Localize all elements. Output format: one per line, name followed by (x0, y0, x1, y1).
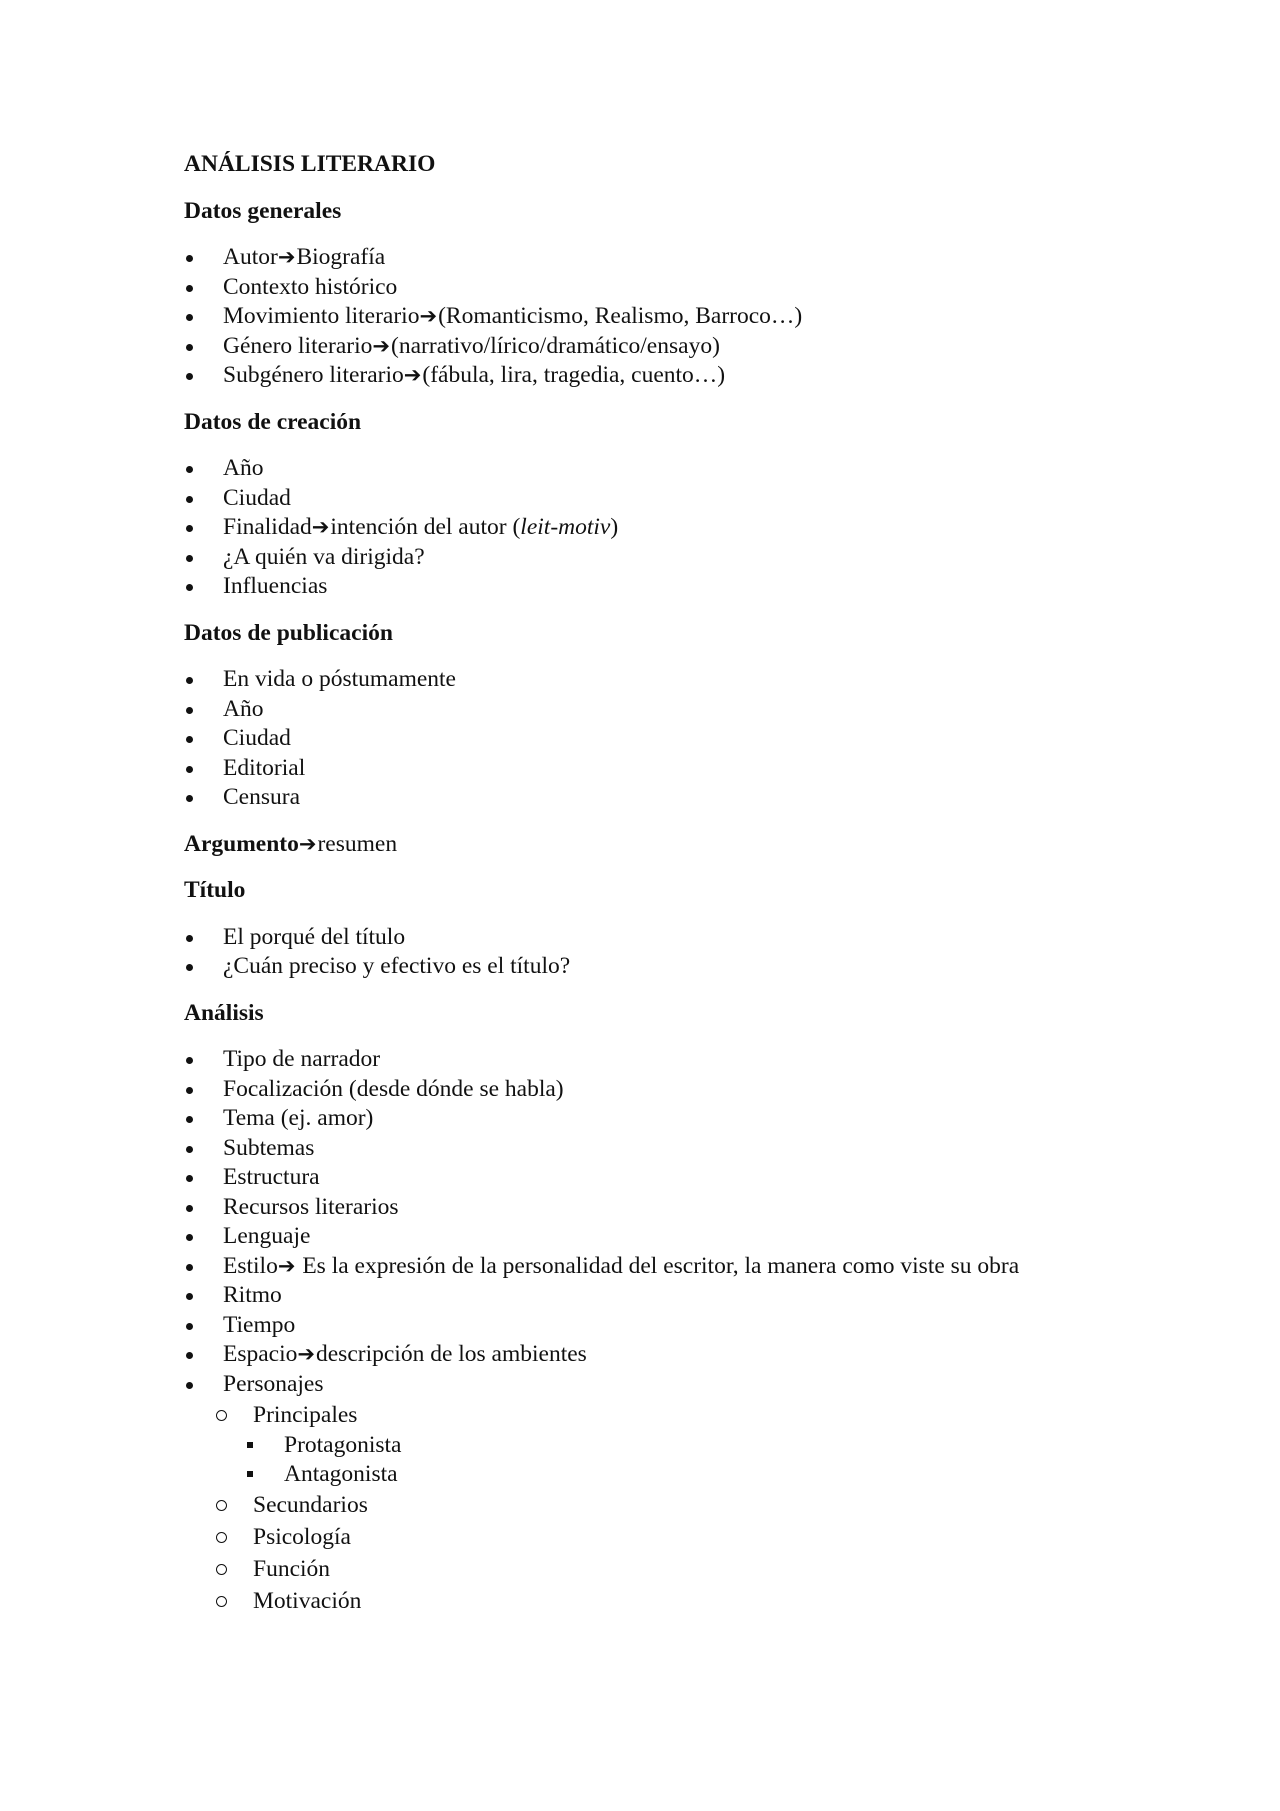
list-datos-publicacion (184, 665, 1194, 813)
list-item: Estilo➔ Es la expresión de la personalidad del escritor, la manera como viste su obra (223, 1252, 1020, 1279)
list-item: Función (253, 1556, 331, 1582)
list-item: Influencias (223, 573, 328, 599)
list-item: Autor➔Biografía (223, 244, 386, 270)
heading-titulo: Título (184, 877, 246, 903)
list-item: Secundarios (253, 1492, 368, 1518)
arrow-right-icon: ➔ (311, 515, 330, 539)
list-item: Tema (ej. amor) (223, 1105, 374, 1131)
list-item: Ciudad (223, 725, 291, 751)
arrow-right-icon: ➔ (372, 333, 391, 358)
list-item: Subgénero literario➔(fábula, lira, tragedia, cuento…) (223, 362, 726, 388)
heading-analisis: Análisis (184, 999, 264, 1026)
list-personajes-others (184, 1489, 1194, 1617)
list-principales (184, 1431, 1194, 1489)
list-datos-creacion (184, 454, 1194, 602)
list-item: Estructura (223, 1164, 320, 1190)
list-item: Motivación (253, 1588, 362, 1614)
arrow-right-icon: ➔ (277, 245, 296, 269)
list-item: Lenguaje (223, 1223, 311, 1249)
list-item: Movimiento literario➔(Romanticismo, Realismo, Barroco…) (223, 303, 803, 329)
list-item: Editorial (223, 754, 306, 781)
list-item: El porqué del título (223, 923, 406, 950)
list-item: Ritmo (223, 1282, 282, 1308)
arrow-right-icon: ➔ (297, 1342, 315, 1366)
list-item: Ciudad (223, 484, 291, 511)
list-item: ¿Cuán preciso y efectivo es el título? (223, 953, 571, 979)
list-item: Subtemas (223, 1134, 315, 1161)
list-item: Personajes (223, 1370, 324, 1397)
arrow-right-icon: ➔ (419, 304, 438, 328)
list-item: Género literario➔(narrativo/lírico/dramático/ensayo) (223, 332, 720, 359)
list-item: Tiempo (223, 1311, 296, 1338)
heading-datos-generales: Datos generales (184, 197, 342, 224)
list-item: Recursos literarios (223, 1193, 399, 1220)
list-item: En vida o póstumamente (223, 666, 456, 692)
list-item: Antagonista (284, 1461, 398, 1487)
list-item: Focalización (desde dónde se habla) (223, 1075, 564, 1102)
document-content (184, 150, 1194, 1617)
list-item: ¿A quién va dirigida? (223, 543, 425, 570)
list-item: Espacio➔descripción de los ambientes (223, 1341, 587, 1367)
list-item: Tipo de narrador (223, 1046, 381, 1072)
list-item: Finalidad➔intención del autor (leit-motiv) (223, 514, 619, 540)
heading-datos-publicacion: Datos de publicación (184, 619, 393, 646)
list-item: Psicología (253, 1524, 351, 1550)
list-item: Contexto histórico (223, 273, 398, 300)
list-item: Año (223, 695, 264, 722)
arrow-right-icon: ➔ (403, 363, 422, 387)
list-personajes (184, 1399, 1194, 1431)
list-item: Censura (223, 784, 301, 810)
list-item: Principales (253, 1402, 358, 1428)
document-title: ANÁLISIS LITERARIO (184, 151, 436, 177)
list-item: Protagonista (284, 1432, 402, 1458)
list-titulo (184, 923, 1194, 982)
arrow-right-icon: ➔ (277, 1253, 296, 1278)
list-item: Año (223, 455, 264, 481)
heading-datos-creacion: Datos de creación (184, 408, 362, 435)
list-analisis (184, 1045, 1194, 1399)
heading-argumento: Argumento➔resumen (184, 830, 398, 857)
list-datos-generales (184, 243, 1194, 391)
arrow-right-icon: ➔ (298, 831, 317, 856)
